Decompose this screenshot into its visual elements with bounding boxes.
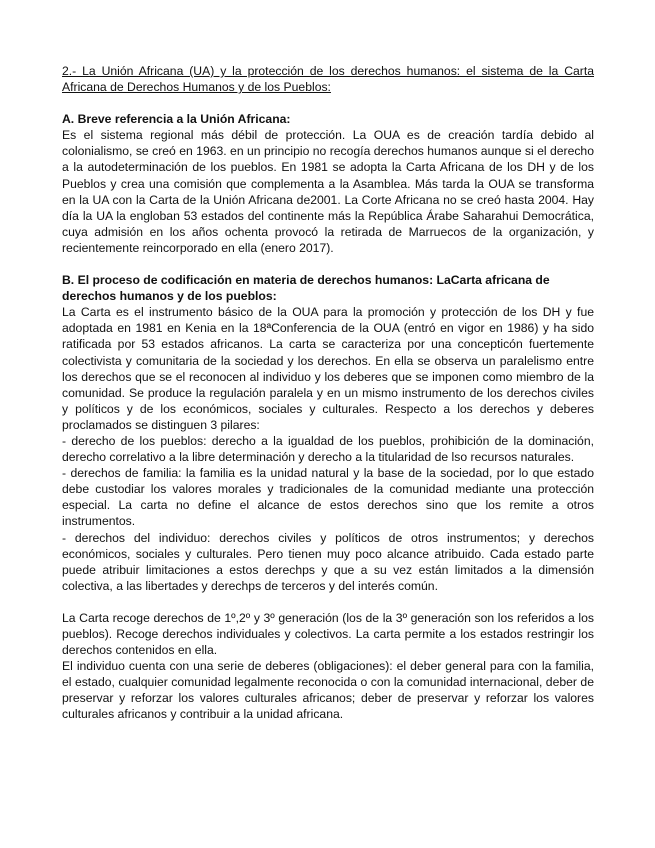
document-page — [62, 63, 594, 723]
section-a-heading: A. Breve referencia a la Unión Africana: — [62, 112, 291, 127]
document-title: 2.- La Unión Africana (UA) y la protección de los derechos humanos: el sistema de la Carta Africana de Derechos Humanos y de los Pueblos: — [62, 64, 594, 95]
spacer — [62, 95, 594, 111]
spacer — [62, 594, 594, 610]
pillar-peoples-rights: - derecho de los pueblos: derecho a la igualdad de los pueblos, prohibición de la dominación, derecho correlativo a la libre determinación y derecho a la titularidad de lso recursos naturales. — [62, 433, 594, 465]
closing-paragraph-generations: La Carta recoge derechos de 1º,2º y 3º generación (los de la 3º generación son los referidos a los pueblos). Recoge derechos individuales y colectivos. La carta permite a los estados restringir los derechos contenidos en ella. — [62, 610, 594, 658]
pillar-individual-rights: - derechos del individuo: derechos civiles y políticos de otros instrumentos; y derechos económicos, sociales y culturales. Pero tienen muy poco alcance atribuido. Cada estado parte puede atribuir limitaciones a estos derechps y que a su vez están limitados a la dimensión colectiva, a las libertades y derechps de terceros y del interés común. — [62, 530, 594, 593]
closing-paragraph-duties: El individuo cuenta con una serie de deberes (obligaciones): el deber general para con la familia, el estado, cualquier comunidad legalmente reconocida o con la comunidad internacional, deber de preservar y reforzar los valores culturales africanos; deber de preservar y reforzar los valores culturales africanos y contribuir a la unidad africana. — [62, 659, 594, 722]
section-b-heading: B. El proceso de codificación en materia de derechos humanos: LaCarta africana de derechos humanos y de los pueblos: — [62, 273, 550, 304]
section-b-paragraph: La Carta es el instrumento básico de la OUA para la promoción y protección de los DH y fue adoptada en 1981 en Kenia en la 18ªConferencia de la OUA (entró en vigor en 1986) y ha sido ratificada por 53 estados africanos. La carta se caracteriza por una concepticón fuertemente colectivista y comunitaria de la sociedad y los derechos. En ella se observa un paralelismo entre los derechos que se el reconocen al individuo y los deberes que se imponen como miembro de la comunidad. Se produce la regulación paralela y en un mismo instrumento de los derechos civiles y políticos y de los económicos, sociales y culturales. Respecto a los derechos y deberes proclamados se distinguen 3 pilares: — [62, 305, 594, 432]
pillar-family-rights: - derechos de familia: la familia es la unidad natural y la base de la sociedad, por lo que estado debe custodiar los valores morales y tradicionales de la comunidad mediante una protección especial. La carta no define el alcance de estos derechos sino que los remite a otros instrumentos. — [62, 466, 594, 529]
spacer — [62, 256, 594, 272]
section-a-paragraph: Es el sistema regional más débil de protección. La OUA es de creación tardía debido al colonialismo, se creó en 1963. en un principio no recogía derechos humanos aunque si el derecho a la autodeterminación de los pueblos. En 1981 se adopta la Carta Africana de los DH y de los Pueblos y crea una comisión que complementa a la Asamblea. Más tarda la OUA se transforma en la UA con la Carta de la Unión Africana de2001. La Corte Africana no se creó hasta 2004. Hay día la UA la engloban 53 estados del continente más la República Árabe Saharahui Democrática, cuya admisión en los años ochenta provocó la retirada de Marruecos de la organización, y recientemente reincorporado en ella (enero 2017). — [62, 128, 594, 255]
